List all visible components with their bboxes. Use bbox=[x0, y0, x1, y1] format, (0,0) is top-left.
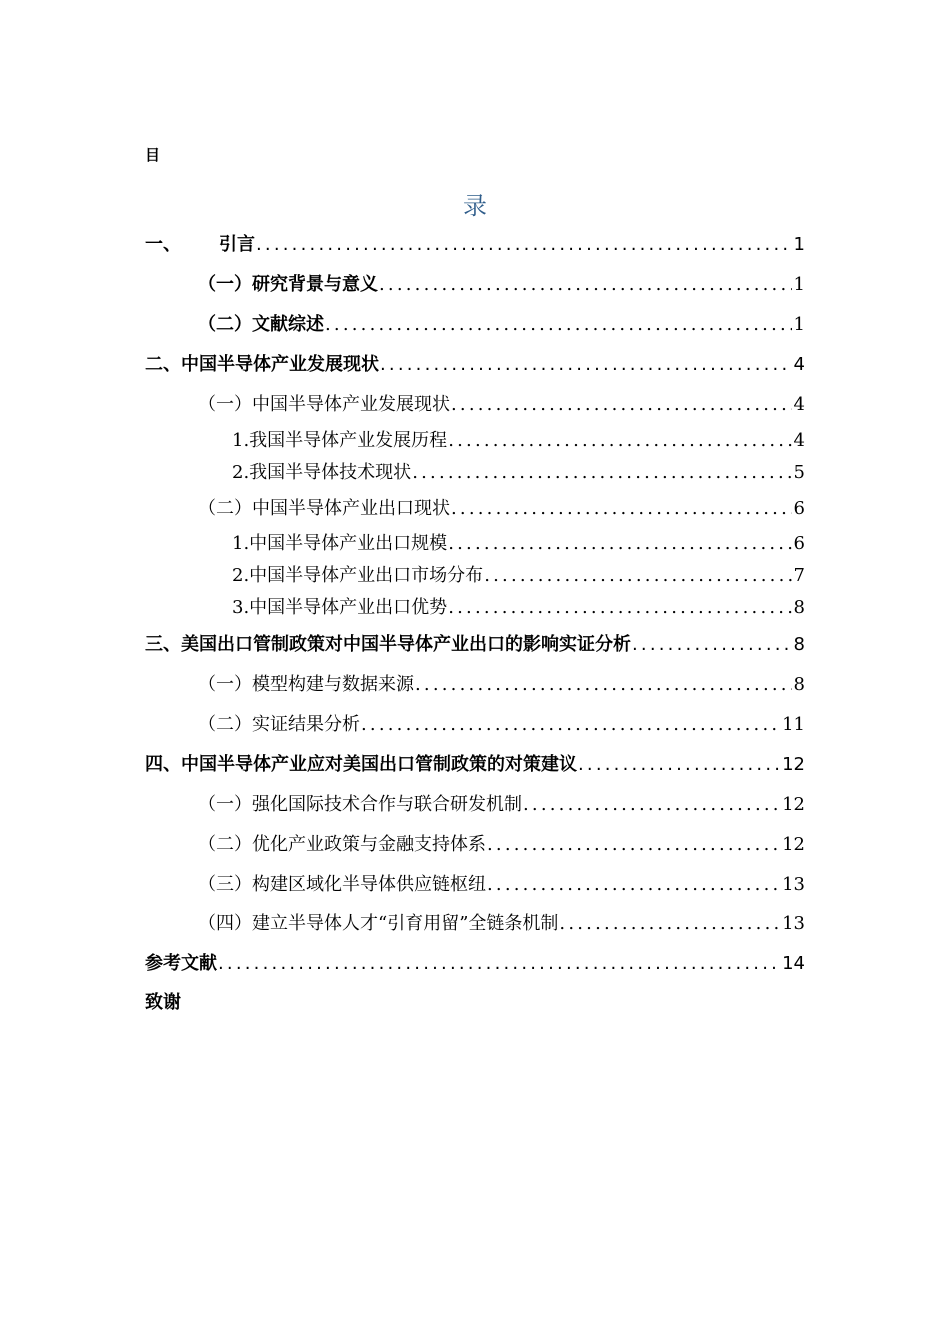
toc-entry-label: 二、中国半导体产业发展现状 bbox=[145, 354, 379, 375]
dot-leader bbox=[578, 752, 780, 778]
dot-leader bbox=[361, 712, 780, 738]
toc-entry-page: 8 bbox=[793, 674, 805, 695]
toc-entry-chapter-4[interactable] bbox=[145, 752, 805, 778]
toc-entry-page: 4 bbox=[793, 394, 805, 415]
toc-entry-page: 13 bbox=[782, 913, 805, 934]
dot-leader bbox=[448, 595, 791, 621]
dot-leader bbox=[451, 392, 792, 418]
toc-title-part-2: 录 bbox=[463, 192, 487, 220]
dot-leader bbox=[451, 496, 792, 522]
dot-leader bbox=[415, 672, 792, 698]
dot-leader bbox=[256, 232, 792, 258]
dot-leader bbox=[380, 352, 792, 378]
toc-entry-page: 6 bbox=[793, 533, 805, 554]
toc-entry-acknowledgement[interactable]: 致谢 bbox=[145, 992, 181, 1013]
toc-entry-page: 1 bbox=[793, 274, 805, 295]
toc-entry-page: 12 bbox=[782, 834, 805, 855]
dot-leader bbox=[559, 911, 780, 937]
toc-entry-page: 6 bbox=[793, 498, 805, 519]
toc-entry-2-2-3[interactable] bbox=[232, 595, 805, 621]
toc-entry-page: 1 bbox=[793, 314, 805, 335]
toc-entry-page: 8 bbox=[793, 634, 805, 655]
toc-entry-background[interactable] bbox=[198, 272, 805, 298]
toc-entry-literature-review[interactable] bbox=[198, 312, 805, 338]
toc-entry-page: 14 bbox=[782, 953, 805, 974]
dot-leader bbox=[379, 272, 792, 298]
toc-entry-label: 2.我国半导体技术现状 bbox=[232, 462, 412, 483]
toc-entry-label: （二）文献综述 bbox=[198, 314, 324, 335]
dot-leader bbox=[218, 951, 780, 977]
toc-entry-label: 3.中国半导体产业出口优势 bbox=[232, 597, 448, 618]
toc-title-part-1: 目 bbox=[145, 146, 161, 164]
toc-entry-page: 1 bbox=[793, 234, 805, 255]
toc-entry-2-1[interactable] bbox=[198, 392, 805, 418]
dot-leader bbox=[487, 832, 780, 858]
dot-leader bbox=[632, 632, 792, 658]
toc-entry-chapter-3[interactable] bbox=[145, 632, 805, 658]
toc-entry-label: （二）中国半导体产业出口现状 bbox=[198, 498, 450, 519]
toc-entry-label: 1.中国半导体产业出口规模 bbox=[232, 533, 448, 554]
toc-entry-page: 4 bbox=[793, 354, 805, 375]
dot-leader bbox=[448, 428, 791, 454]
toc-entry-label: 四、中国半导体产业应对美国出口管制政策的对策建议 bbox=[145, 754, 577, 775]
dot-leader bbox=[448, 531, 791, 557]
toc-entry-2-1-1[interactable] bbox=[232, 428, 805, 454]
toc-entry-label: 三、美国出口管制政策对中国半导体产业出口的影响实证分析 bbox=[145, 634, 631, 655]
toc-entry-4-3[interactable] bbox=[198, 872, 805, 898]
toc-entry-4-2[interactable] bbox=[198, 832, 805, 858]
toc-entry-page: 4 bbox=[793, 430, 805, 451]
toc-entry-page: 12 bbox=[782, 794, 805, 815]
toc-entry-page: 12 bbox=[782, 754, 805, 775]
toc-entry-2-2-1[interactable] bbox=[232, 531, 805, 557]
dot-leader bbox=[523, 792, 780, 818]
toc-entry-page: 11 bbox=[782, 714, 805, 735]
toc-entry-label: （一）强化国际技术合作与联合研发机制 bbox=[198, 794, 522, 815]
toc-entry-3-1[interactable] bbox=[198, 672, 805, 698]
toc-entry-page: 7 bbox=[793, 565, 805, 586]
toc-entry-page: 5 bbox=[793, 462, 805, 483]
dot-leader bbox=[487, 872, 780, 898]
toc-entry-3-2[interactable] bbox=[198, 712, 805, 738]
toc-entry-2-2-2[interactable] bbox=[232, 563, 805, 589]
toc-entry-label: 1.我国半导体产业发展历程 bbox=[232, 430, 448, 451]
toc-entry-page: 13 bbox=[782, 874, 805, 895]
dot-leader bbox=[325, 312, 792, 338]
toc-entry-page: 8 bbox=[793, 597, 805, 618]
toc-entry-label: （一）研究背景与意义 bbox=[198, 274, 378, 295]
toc-entry-label: 参考文献 bbox=[145, 953, 217, 974]
toc-entry-2-1-2[interactable] bbox=[232, 460, 805, 486]
toc-entry-label: （二）优化产业政策与金融支持体系 bbox=[198, 834, 486, 855]
toc-entry-introduction[interactable] bbox=[145, 232, 805, 258]
toc-entry-label: 2.中国半导体产业出口市场分布 bbox=[232, 565, 484, 586]
toc-entry-label: （一）中国半导体产业发展现状 bbox=[198, 394, 450, 415]
toc-entry-chapter-2[interactable] bbox=[145, 352, 805, 378]
toc-entry-label: （四）建立半导体人才“引育用留”全链条机制 bbox=[198, 913, 559, 934]
dot-leader bbox=[412, 460, 791, 486]
toc-entry-label: （一）模型构建与数据来源 bbox=[198, 674, 414, 695]
toc-entry-label: （二）实证结果分析 bbox=[198, 714, 360, 735]
toc-entry-label: 一、 引言 bbox=[145, 234, 255, 255]
toc-entry-4-1[interactable] bbox=[198, 792, 805, 818]
toc-entry-4-4[interactable] bbox=[198, 911, 805, 937]
toc-entry-2-2[interactable] bbox=[198, 496, 805, 522]
dot-leader bbox=[484, 563, 791, 589]
toc-entry-references[interactable] bbox=[145, 951, 805, 977]
toc-entry-label: （三）构建区域化半导体供应链枢纽 bbox=[198, 874, 486, 895]
